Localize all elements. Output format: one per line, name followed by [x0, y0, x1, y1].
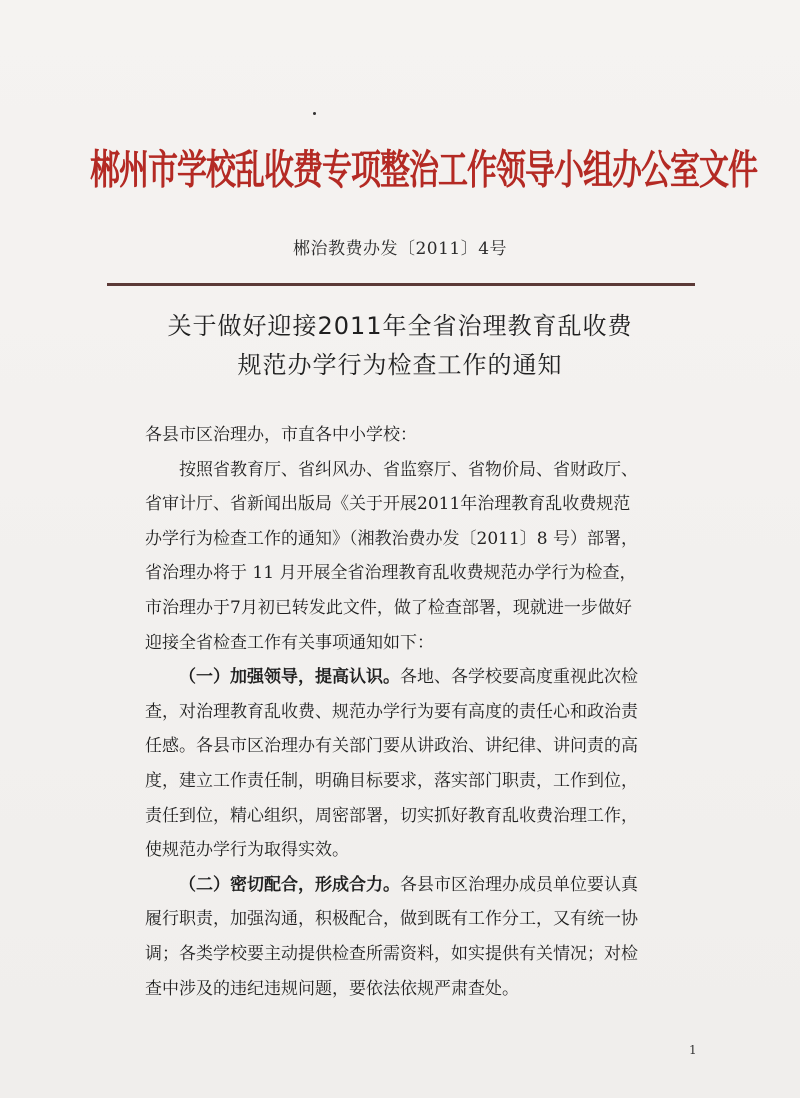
page-number: 1 — [689, 1043, 697, 1057]
body-text — [145, 418, 715, 1006]
para2-line-6: 使规范办学行为取得实效。 — [145, 840, 349, 861]
para2-line-3: 任感。各县市区治理办有关部门要从讲政治、讲纪律、讲问责的高 — [145, 736, 638, 757]
para2-first-text: 各地、各学校要高度重视此次检 — [400, 667, 638, 688]
para2-line-4: 度，建立工作责任制，明确目标要求，落实部门职责，工作到位， — [145, 770, 638, 791]
para1-line-3: 办学行为检查工作的通知》（湘教治费办发〔2011〕8 号）部署， — [145, 528, 638, 549]
para3-line-1 — [145, 868, 715, 903]
para1-line-4: 省治理办将于 11 月开展全省治理教育乱收费规范办学行为检查， — [145, 563, 637, 584]
header-divider — [107, 283, 695, 286]
salutation: 各县市区治理办，市直各中小学校： — [145, 425, 417, 445]
notice-title-line-2: 规范办学行为检查工作的通知 — [237, 351, 563, 379]
para2-line-1 — [145, 660, 715, 695]
agency-header-title: 郴州市学校乱收费专项整治工作领导小组办公室文件 — [90, 146, 757, 195]
document-number: 郴治教费办发〔2011〕4号 — [292, 239, 508, 259]
para1-line-5: 市治理办于7月初已转发此文件，做了检查部署，现就进一步做好 — [145, 597, 632, 618]
para1-line-2: 省审计厅、省新闻出版局《关于开展2011年治理教育乱收费规范 — [145, 494, 631, 515]
ink-dot — [313, 112, 316, 115]
para3-heading: （二）密切配合，形成合力。 — [179, 874, 400, 895]
para2-line-2: 查，对治理教育乱收费、规范办学行为要有高度的责任心和政治责 — [145, 701, 638, 722]
para3-line-2: 履行职责，加强沟通，积极配合，做到既有工作分工，又有统一协 — [145, 909, 638, 930]
para2-line-5: 责任到位，精心组织，周密部署，切实抓好教育乱收费治理工作， — [145, 805, 638, 826]
para3-line-3: 调；各类学校要主动提供检查所需资料，如实提供有关情况；对检 — [145, 943, 638, 964]
para2-heading: （一）加强领导，提高认识。 — [179, 667, 400, 688]
para1-line-6: 迎接全省检查工作有关事项通知如下： — [145, 632, 434, 653]
para1-line-1: 按照省教育厅、省纠风办、省监察厅、省物价局、省财政厅、 — [179, 459, 638, 480]
para3-first-text: 各县市区治理办成员单位要认真 — [400, 874, 638, 895]
para3-line-4: 查中涉及的违纪违规问题，要依法依规严肃查处。 — [145, 978, 519, 999]
notice-title-line-1: 关于做好迎接2011年全省治理教育乱收费 — [167, 312, 633, 340]
